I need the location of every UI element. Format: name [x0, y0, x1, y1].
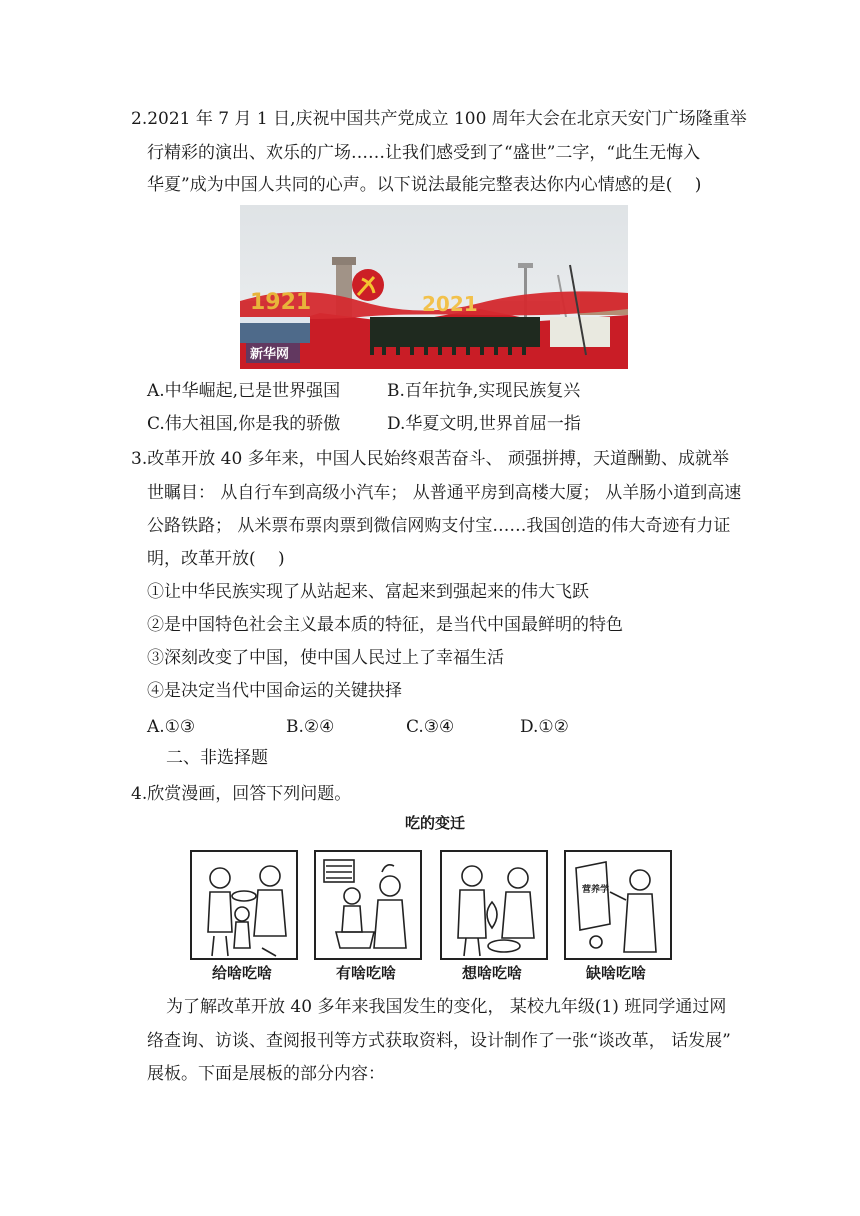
family-figures-drawing: [566, 852, 670, 958]
cartoon-caption-1: 给啥吃啥: [211, 964, 272, 982]
cartoon-caption-3: 想啥吃啥: [461, 964, 522, 982]
q2-stem-line-1: 2.2021 年 7 月 1 日,庆祝中国共产党成立 100 周年大会在北京天安门广场隆重举: [131, 109, 747, 129]
q3-option-c: C.③④: [406, 717, 455, 737]
q3-stem-line-4: 明，改革开放( ): [147, 549, 285, 569]
q4-stem: 4.欣赏漫画，回答下列问题。: [131, 784, 352, 804]
q3-stem-line-1: 3.改革开放 40 多年来，中国人民始终艰苦奋斗、 顽强拼搏，天道酬勤、成就举: [131, 449, 730, 469]
family-figures-drawing: [442, 852, 546, 958]
q3-option-d: D.①②: [520, 717, 569, 737]
q3-option-b: B.②④: [286, 717, 335, 737]
q3-stem-line-3: 公路铁路； 从米票布票肉票到微信网购支付宝……我国创造的伟大奇迹有力证: [147, 516, 731, 536]
family-figures-drawing: [316, 852, 420, 958]
q4-paragraph-line-1: 为了解改革开放 40 多年来我国发生的变化， 某校九年级(1) 班同学通过网: [166, 997, 727, 1017]
parade-scene-illustration: [240, 205, 628, 369]
q2-stem-line-2: 行精彩的演出、欢乐的广场……让我们感受到了“盛世”二字，“此生无悔入: [147, 143, 701, 163]
section-title-non-choice: 二、非选择题: [166, 748, 268, 768]
cartoon-title: 吃的变迁: [404, 814, 465, 832]
photo-year-left: 1921: [250, 290, 312, 315]
tiananmen-celebration-photo: [240, 205, 628, 369]
family-figures-drawing: [192, 852, 296, 958]
cartoon-panel-3: [440, 850, 548, 960]
q4-paragraph-line-3: 展板。下面是展板的部分内容：: [147, 1064, 385, 1084]
q3-stem-line-2: 世瞩目： 从自行车到高级小汽车； 从普通平房到高楼大厦； 从羊肠小道到高速: [147, 483, 742, 503]
photo-watermark: 新华网: [250, 347, 290, 362]
q3-statement-3: ③深刻改变了中国，使中国人民过上了幸福生活: [147, 648, 504, 668]
q3-statement-1: ①让中华民族实现了从站起来、富起来到强起来的伟大飞跃: [147, 582, 589, 602]
nutrition-book-label: 营养学: [582, 885, 610, 895]
cartoon-caption-4: 缺啥吃啥: [585, 964, 646, 982]
q2-stem-line-3: 华夏”成为中国人共同的心声。以下说法最能完整表达你内心情感的是( ): [147, 175, 702, 195]
q4-paragraph-line-2: 络查询、访谈、查阅报刊等方式获取资料，设计制作了一张“谈改革， 话发展”: [147, 1031, 731, 1051]
cartoon-food-changes: [190, 812, 680, 987]
cartoon-panel-2: [314, 850, 422, 960]
photo-year-right: 2021: [422, 292, 478, 316]
cartoon-panel-1: [190, 850, 298, 960]
q3-statement-4: ④是决定当代中国命运的关键抉择: [147, 681, 402, 701]
q3-option-a: A.①③: [147, 717, 196, 737]
q3-statement-2: ②是中国特色社会主义最本质的特征，是当代中国最鲜明的特色: [147, 615, 623, 635]
q2-option-d: D.华夏文明,世界首屈一指: [387, 414, 581, 434]
cartoon-caption-2: 有啥吃啥: [335, 964, 396, 982]
cartoon-panel-4: [564, 850, 672, 960]
q2-option-a: A.中华崛起,已是世界强国: [147, 381, 341, 401]
q2-option-c: C.伟大祖国,你是我的骄傲: [147, 414, 341, 434]
q2-option-b: B.百年抗争,实现民族复兴: [387, 381, 581, 401]
